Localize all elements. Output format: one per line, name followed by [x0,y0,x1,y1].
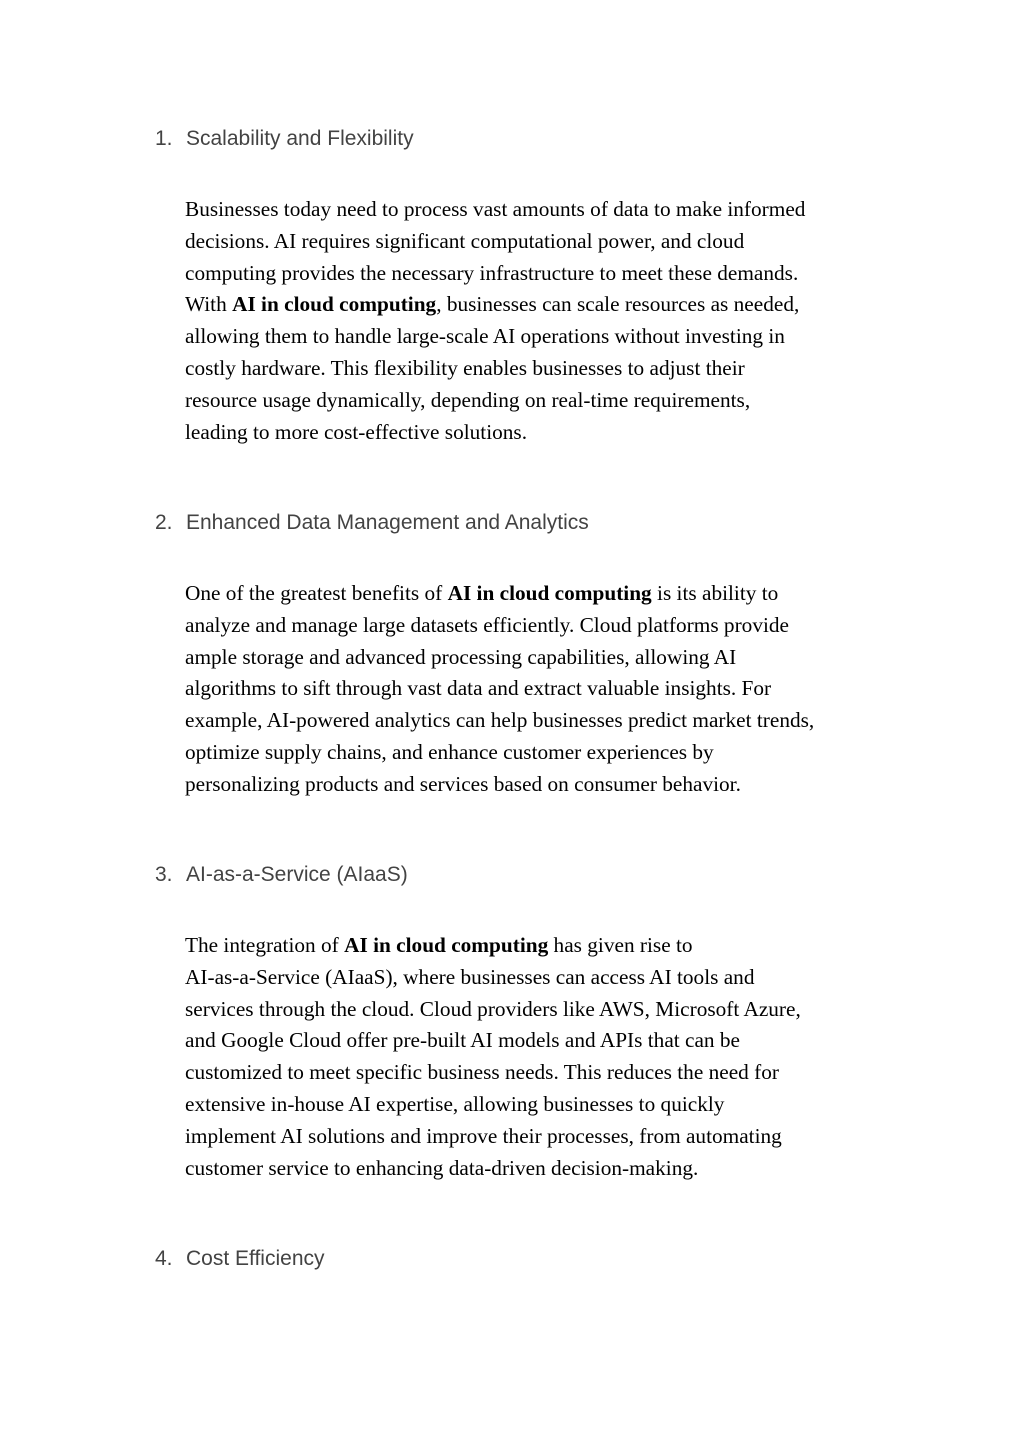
paragraph-line: algorithms to sift through vast data and extract valuable insights. For [185,676,772,701]
section-paragraph-aiaas [185,930,915,1184]
line-text: , businesses can scale resources as needed, [436,292,800,317]
section-number: 2. [155,511,173,534]
paragraph-line: AI-as-a-Service (AIaaS), where businesses can access AI tools and [185,964,755,989]
paragraph-line: customer service to enhancing data-driven decision-making. [185,1155,699,1180]
section-heading-aiaas [155,860,408,890]
paragraph-line [185,289,915,321]
paragraph-line: leading to more cost-effective solutions. [185,419,528,444]
line-text: The integration of [185,933,345,957]
section-title: Enhanced Data Management and Analytics [186,511,589,534]
paragraph-line: analyze and manage large datasets efficiently. Cloud platforms provide [185,612,789,637]
section-title: Cost Efficiency [186,1247,325,1270]
line-text: has given rise to [548,933,693,957]
paragraph-line [185,930,915,962]
section-heading-scalability [155,124,414,154]
paragraph-line: optimize supply chains, and enhance customer experiences by [185,739,714,764]
bold-keyword: AI in cloud computing [232,292,437,317]
paragraph-line: ample storage and advanced processing capabilities, allowing AI [185,644,737,669]
paragraph-line: Businesses today need to process vast amounts of data to make informed [185,197,806,221]
section-heading-cost-efficiency [155,1244,325,1274]
section-heading-data-management [155,508,589,538]
paragraph-line: costly hardware. This flexibility enables businesses to adjust their [185,355,745,380]
section-number: 1. [155,127,173,150]
paragraph-line: example, AI-powered analytics can help businesses predict market trends, [185,708,815,733]
section-number: 4. [155,1247,173,1270]
line-text: One of the greatest benefits of [185,581,448,605]
section-title: AI-as-a-Service (AIaaS) [186,863,408,886]
paragraph-line: implement AI solutions and improve their processes, from automating [185,1123,782,1148]
paragraph-line: decisions. AI requires significant computational power, and cloud [185,228,745,253]
paragraph-line: computing provides the necessary infrastructure to meet these demands. [185,260,799,285]
bold-keyword: AI in cloud computing [344,933,549,957]
paragraph-line: and Google Cloud offer pre-built AI models and APIs that can be [185,1028,740,1053]
paragraph-line: personalizing products and services based on consumer behavior. [185,771,741,796]
paragraph-line [185,578,915,610]
paragraph-line: allowing them to handle large-scale AI operations without investing in [185,324,785,349]
line-text: is its ability to [651,581,779,605]
paragraph-line: extensive in-house AI expertise, allowing businesses to quickly [185,1091,725,1116]
section-title: Scalability and Flexibility [186,127,414,150]
line-text: With [185,292,233,317]
paragraph-line: resource usage dynamically, depending on real-time requirements, [185,387,751,412]
section-paragraph-data-management [185,578,915,801]
section-paragraph-scalability [185,194,915,448]
section-number: 3. [155,863,173,886]
bold-keyword: AI in cloud computing [447,581,652,605]
paragraph-line: services through the cloud. Cloud providers like AWS, Microsoft Azure, [185,996,801,1021]
paragraph-line: customized to meet specific business needs. This reduces the need for [185,1060,779,1085]
